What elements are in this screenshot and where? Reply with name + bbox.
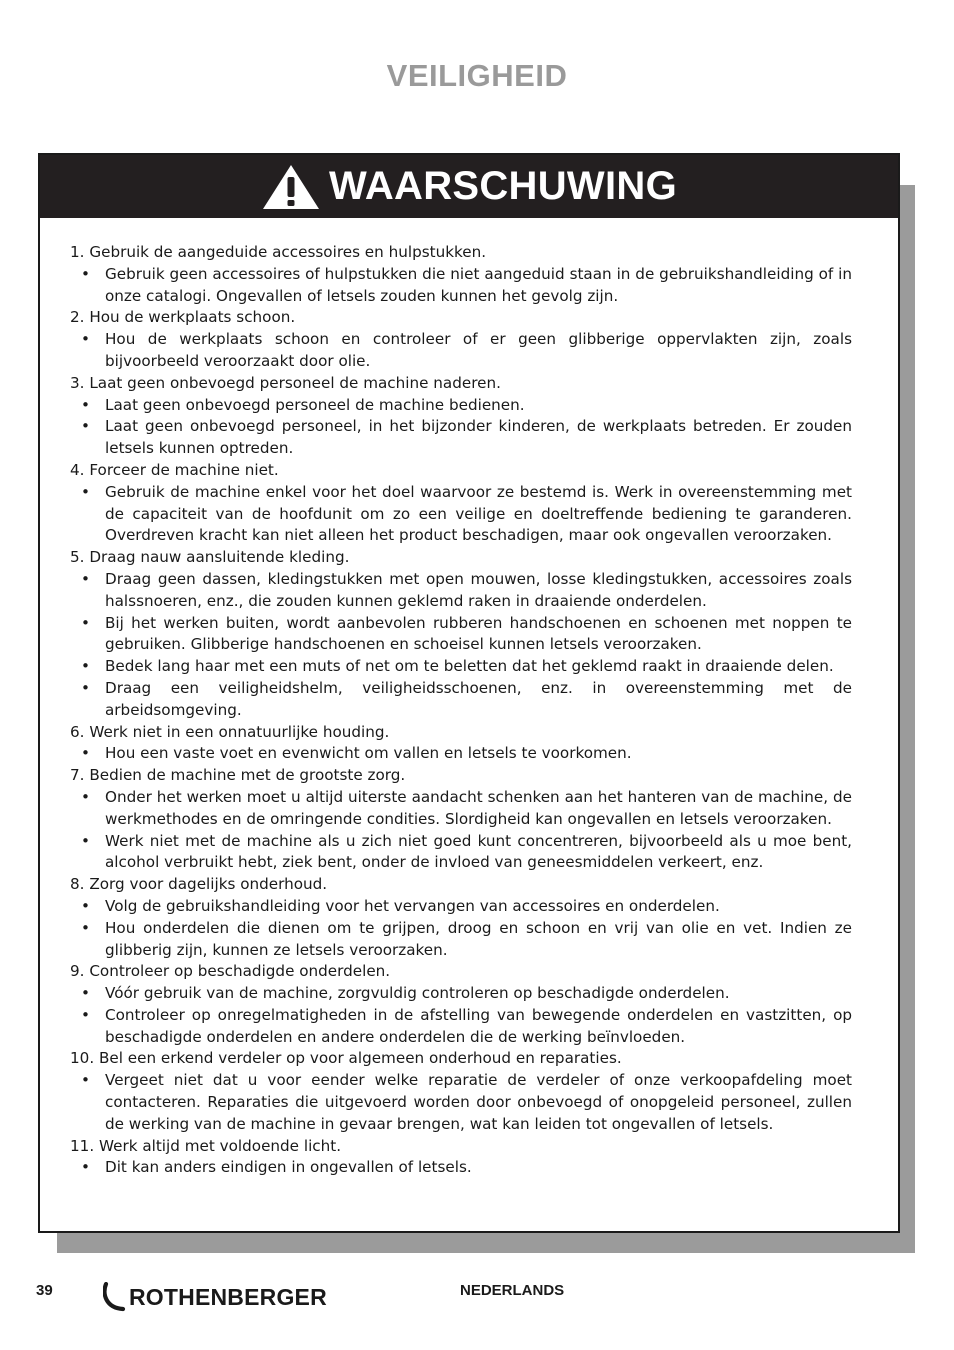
warning-box	[38, 153, 900, 1233]
warning-banner	[40, 155, 898, 218]
bullet-text: Bedek lang haar met een muts of net om te beletten dat het geklemd raakt in draaiende delen.	[105, 657, 834, 676]
bullet-item	[70, 416, 852, 460]
bullet-item	[70, 743, 852, 765]
item-number: 9.	[70, 962, 90, 981]
safety-item-heading	[70, 961, 852, 983]
bullet-icon: •	[81, 1071, 90, 1090]
safety-item-heading	[70, 242, 852, 264]
bullet-text: Dit kan anders eindigen in ongevallen of letsels.	[105, 1158, 472, 1177]
safety-item-heading	[70, 307, 852, 329]
safety-item	[70, 1048, 852, 1135]
bullet-item	[70, 1157, 852, 1179]
item-title: Controleer op beschadigde onderdelen.	[89, 962, 391, 981]
bullet-item	[70, 482, 852, 547]
safety-item-heading	[70, 722, 852, 744]
bullet-list	[70, 395, 852, 460]
bullet-list	[70, 983, 852, 1048]
bullet-item	[70, 656, 852, 678]
item-title: Forceer de machine niet.	[89, 460, 279, 479]
page-number: 39	[36, 1282, 53, 1299]
item-number: 10.	[70, 1049, 99, 1068]
bullet-icon: •	[81, 330, 90, 349]
bullet-list	[70, 329, 852, 373]
safety-item	[70, 242, 852, 307]
safety-item	[70, 460, 852, 547]
bullet-list	[70, 482, 852, 547]
bullet-list	[70, 569, 852, 722]
language-label: NEDERLANDS	[460, 1282, 565, 1299]
bullet-list	[70, 896, 852, 961]
bullet-icon: •	[81, 831, 90, 850]
bullet-text: Werk niet met de machine als u zich niet goed kunt concentreren, bijvoorbeeld als u moe bent, alcohol verbruikt hebt, ziek bent, onder de invloed van geneesmiddelen verkeert, enz.	[105, 831, 852, 872]
bullet-list	[70, 787, 852, 874]
safety-item-heading	[70, 1136, 852, 1158]
bullet-icon: •	[81, 744, 90, 763]
bullet-item	[70, 918, 852, 962]
bullet-text: Laat geen onbevoegd personeel de machine bedienen.	[105, 395, 525, 414]
bullet-text: Hou onderdelen die dienen om te grijpen, droog en schoon en vrij van olie en vet. Indien ze glibberig zijn, kunnen ze letsels veroorzaken.	[105, 918, 852, 959]
bullet-text: Draag geen dassen, kledingstukken met open mouwen, losse kledingstukken, accessoires zoals halssnoeren, enz., die zouden kunnen geklemd raken in draaiende onderdelen.	[105, 569, 852, 610]
bullet-icon: •	[81, 896, 90, 915]
brand-name: ROTHENBERGER	[129, 1283, 327, 1310]
bullet-icon: •	[81, 787, 90, 806]
bullet-icon: •	[81, 613, 90, 632]
safety-item	[70, 765, 852, 874]
bullet-item	[70, 678, 852, 722]
warning-title: WAARSCHUWING	[328, 164, 677, 208]
bullet-text: Vergeet niet dat u voor eender welke reparatie de verdeler of onze verkoopafdeling moet contacteren. Reparaties die uitgevoerd worden door onbevoegd of onopgeleid personeel, zullen de werking van de machine in gevaar brengen, wat kan leiden tot ongevallen of letsels.	[105, 1071, 852, 1133]
item-title: Bedien de machine met de grootste zorg.	[89, 766, 406, 785]
safety-item-heading	[70, 547, 852, 569]
bullet-icon: •	[81, 395, 90, 414]
bullet-icon: •	[81, 678, 90, 697]
item-title: Hou de werkplaats schoon.	[89, 308, 296, 327]
section-title: VEILIGHEID	[386, 58, 568, 93]
warning-triangle-icon	[261, 163, 321, 211]
bullet-item	[70, 1070, 852, 1135]
bullet-text: Controleer op onregelmatigheden in de afstelling van bewegende onderdelen en vastzitten, op beschadigde onderdelen en andere onderdelen die de werking beïnvloeden.	[105, 1005, 852, 1046]
bullet-list	[70, 264, 852, 308]
safety-item	[70, 547, 852, 721]
bullet-text: Hou een vaste voet en evenwicht om vallen en letsels te voorkomen.	[105, 744, 632, 763]
bullet-text: Vóór gebruik van de machine, zorgvuldig controleren op beschadigde onderdelen.	[105, 984, 730, 1003]
item-number: 5.	[70, 548, 90, 567]
safety-item	[70, 722, 852, 766]
bullet-icon: •	[81, 918, 90, 937]
bullet-list	[70, 743, 852, 765]
bullet-item	[70, 831, 852, 875]
item-number: 7.	[70, 766, 90, 785]
item-number: 3.	[70, 373, 90, 392]
safety-item	[70, 874, 852, 961]
safety-item-heading	[70, 1048, 852, 1070]
bullet-item	[70, 787, 852, 831]
bullet-item	[70, 395, 852, 417]
item-title: Draag nauw aansluitende kleding.	[89, 548, 350, 567]
safety-item-heading	[70, 373, 852, 395]
bullet-item	[70, 1005, 852, 1049]
item-number: 1.	[70, 243, 90, 261]
bullet-text: Volg de gebruikshandleiding voor het vervangen van accessoires en onderdelen.	[105, 896, 720, 915]
item-number: 2.	[70, 308, 90, 327]
bullet-text: Bij het werken buiten, wordt aanbevolen rubberen handschoenen en schoenen met noppen te gebruiken. Glibberige handschoenen en schoeisel kunnen letsels veroorzaken.	[105, 613, 852, 654]
item-title: Werk niet in een onnatuurlijke houding.	[89, 722, 390, 741]
safety-item-heading	[70, 460, 852, 482]
bullet-item	[70, 983, 852, 1005]
item-number: 4.	[70, 460, 90, 479]
bullet-icon: •	[81, 264, 90, 283]
bullet-icon: •	[81, 984, 90, 1003]
bullet-item	[70, 613, 852, 657]
bullet-text: Gebruik geen accessoires of hulpstukken die niet aangeduid staan in de gebruikshandleiding of in onze catalogi. Ongevallen of letsels zouden kunnen het gevolg zijn.	[105, 264, 852, 305]
safety-item-heading	[70, 874, 852, 896]
bullet-item	[70, 264, 852, 308]
item-title: Werk altijd met voldoende licht.	[98, 1136, 342, 1155]
item-number: 8.	[70, 875, 90, 894]
warning-content	[40, 218, 898, 1179]
item-title: Laat geen onbevoegd personeel de machine naderen.	[89, 373, 501, 392]
safety-item	[70, 373, 852, 460]
bullet-text: Laat geen onbevoegd personeel, in het bijzonder kinderen, de werkplaats betreden. Er zouden letsels kunnen optreden.	[105, 417, 852, 458]
item-number: 6.	[70, 722, 90, 741]
bullet-text: Draag een veiligheidshelm, veiligheidsschoenen, enz. in overeenstemming met de arbeidsomgeving.	[105, 678, 852, 719]
bullet-icon: •	[81, 657, 90, 676]
bullet-icon: •	[81, 1005, 90, 1024]
bullet-item	[70, 896, 852, 918]
safety-item-heading	[70, 765, 852, 787]
brand-logo	[103, 1282, 327, 1312]
bullet-icon: •	[81, 482, 90, 501]
safety-item	[70, 307, 852, 372]
bullet-item	[70, 329, 852, 373]
safety-item	[70, 961, 852, 1048]
rothenberger-logo-icon	[103, 1282, 129, 1312]
bullet-list	[70, 1157, 852, 1179]
bullet-icon: •	[81, 1158, 90, 1177]
bullet-text: Gebruik de machine enkel voor het doel waarvoor ze bestemd is. Werk in overeenstemming met de capaciteit van de hoofdunit om zo een veilige en doeltreffende bediening te garanderen. Overdreven kracht kan niet alleen het product beschadigen, maar ook ongevallen veroorzaken.	[105, 482, 852, 545]
item-number: 11.	[70, 1136, 99, 1155]
safety-item	[70, 1136, 852, 1180]
bullet-icon: •	[81, 569, 90, 588]
item-title: Gebruik de aangeduide accessoires en hulpstukken.	[89, 243, 487, 261]
bullet-list	[70, 1070, 852, 1135]
bullet-item	[70, 569, 852, 613]
bullet-text: Onder het werken moet u altijd uiterste aandacht schenken aan het hanteren van de machine, de werkmethodes en de omringende condities. Slordigheid kan ongevallen en letsels veroorzaken.	[105, 787, 852, 828]
bullet-text: Hou de werkplaats schoon en controleer of er geen glibberige oppervlakten zijn, zoals bijvoorbeeld veroorzaakt door olie.	[105, 330, 852, 370]
item-title: Bel een erkend verdeler op voor algemeen onderhoud en reparaties.	[98, 1049, 622, 1068]
item-title: Zorg voor dagelijks onderhoud.	[89, 875, 328, 894]
bullet-icon: •	[81, 417, 90, 436]
